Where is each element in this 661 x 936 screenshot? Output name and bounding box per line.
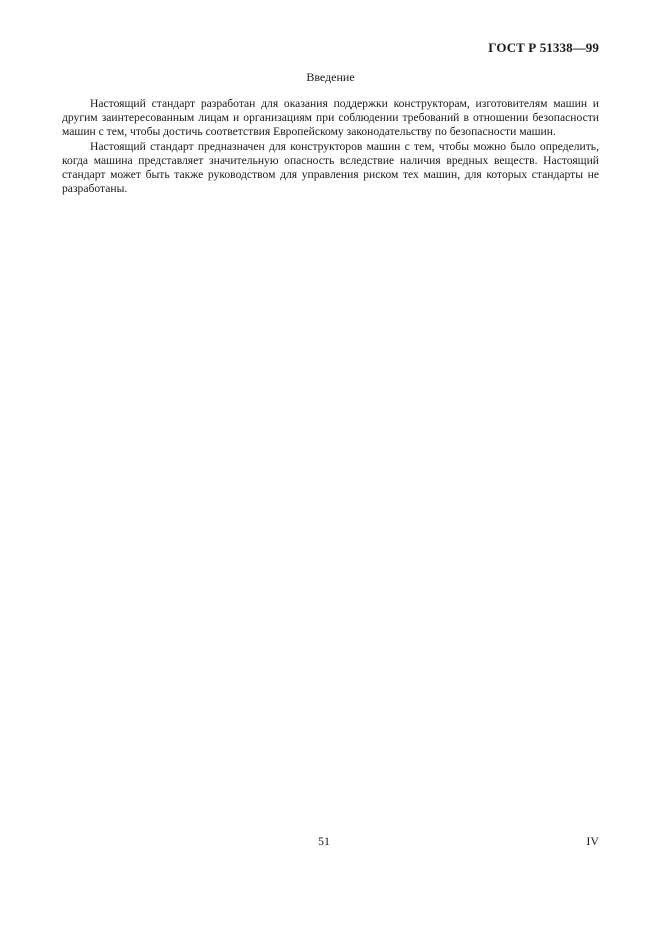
document-code: ГОСТ Р 51338—99 (488, 40, 599, 55)
paragraph-1: Настоящий стандарт разработан для оказания поддержки конструкторам, изготовителям машин и другим заинтересованным лицам и организациям при соблюдении требований в отношении безопасности машин с тем, чтобы достичь соответствия Европейскому законодательству по безопасности машин. (62, 97, 599, 139)
page-number: 51 (318, 834, 330, 848)
paragraph-2: Настоящий стандарт предназначен для конструкторов машин с тем, чтобы можно было определить, когда машина представляет значительную опасность вследствие наличия вредных веществ. Настоящий стандарт может быть также руководством для управления риском тех машин, для которых стандарты не разработаны. (62, 139, 599, 196)
body-text (62, 97, 599, 196)
roman-page-number: IV (586, 834, 599, 848)
section-title: Введение (306, 70, 355, 84)
